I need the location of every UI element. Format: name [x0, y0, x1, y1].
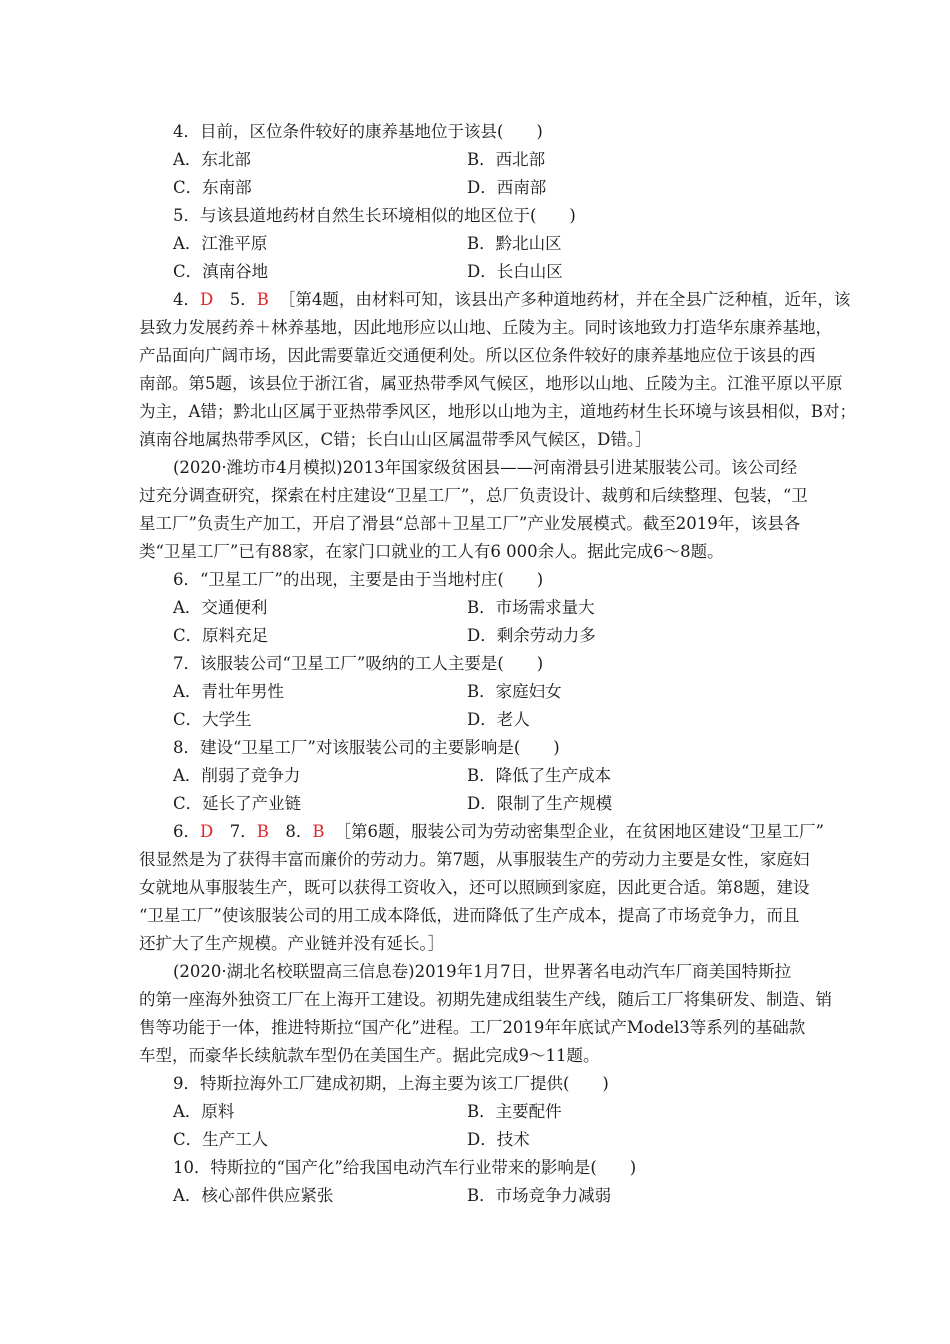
- material-3-line-4: 车型，而豪华长续航款车型仍在美国生产。据此完成9～11题。: [139, 1046, 600, 1065]
- question-7-option-b: B．家庭妇女: [467, 682, 562, 701]
- question-9-option-d: D．技术: [467, 1130, 530, 1149]
- answer-6-number: 6．: [173, 822, 200, 841]
- question-9-option-a: A．原料: [173, 1102, 235, 1121]
- material-3-line-1: (2020·湖北名校联盟高三信息卷)2019年1月7日，世界著名电动汽车厂商美国特斯拉: [173, 962, 792, 981]
- question-6-option-c: C．原料充足: [173, 626, 269, 645]
- answer-4-letter: D: [200, 290, 214, 309]
- question-5-option-a: A．江淮平原: [173, 234, 268, 253]
- material-3-line-2: 的第一座海外独资工厂在上海开工建设。初期先建成组装生产线，随后工厂将集研发、制造、销: [139, 990, 832, 1009]
- answer-5-number: 5．: [213, 290, 257, 309]
- answer-4-5-explanation-start: ［第4题，由材料可知，该县出产多种道地药材，并在全县广泛种植，近年，该: [278, 290, 851, 309]
- question-6-option-a: A．交通便利: [173, 598, 268, 617]
- question-8-option-a: A．削弱了竞争力: [173, 766, 301, 785]
- answer-6-8-line-2: 很显然是为了获得丰富而廉价的劳动力。第7题，从事服装生产的劳动力主要是女性，家庭妇: [139, 850, 810, 869]
- question-6-stem: 6．“卫星工厂”的出现，主要是由于当地村庄( ): [173, 570, 544, 589]
- question-8-option-d: D．限制了生产规模: [467, 794, 613, 813]
- answer-6-8-explanation-start: ［第6题，服装公司为劳动密集型企业，在贫困地区建设“卫星工厂”: [334, 822, 824, 841]
- question-7-option-d: D．老人: [467, 710, 530, 729]
- question-4-stem: 4．目前，区位条件较好的康养基地位于该县( ): [173, 122, 543, 141]
- question-5-option-c: C．滇南谷地: [173, 262, 269, 281]
- material-2-line-2: 过充分调查研究，探索在村庄建设“卫星工厂”，总厂负责设计、裁剪和后续整理、包装，“卫: [139, 486, 808, 505]
- answer-6-8-first-line: [173, 818, 824, 846]
- answer-4-5-line-6: 滇南谷地属热带季风区，C错；长白山山区属温带季风气候区，D错。］: [139, 430, 652, 449]
- question-7-option-a: A．青壮年男性: [173, 682, 284, 701]
- question-5-option-b: B．黔北山区: [467, 234, 562, 253]
- answer-8-letter: B: [312, 822, 325, 841]
- material-2-line-4: 类“卫星工厂”已有88家，在家门口就业的工人有6 000余人。据此完成6～8题。: [139, 542, 724, 561]
- question-5-option-d: D．长白山区: [467, 262, 563, 281]
- answer-6-8-line-5: 还扩大了生产规模。产业链并没有延长。］: [139, 934, 445, 953]
- answer-7-letter: B: [256, 822, 269, 841]
- question-10-option-b: B．市场竞争力减弱: [467, 1186, 612, 1205]
- question-9-stem: 9．特斯拉海外工厂建成初期，上海主要为该工厂提供( ): [173, 1074, 609, 1093]
- question-8-option-b: B．降低了生产成本: [467, 766, 612, 785]
- question-10-stem: 10．特斯拉的“国产化”给我国电动汽车行业带来的影响是( ): [173, 1158, 637, 1177]
- answer-7-number: 7．: [213, 822, 257, 841]
- material-2-line-1: (2020·潍坊市4月模拟)2013年国家级贫困县——河南滑县引进某服装公司。该公司经: [173, 458, 798, 477]
- answer-4-5-line-2: 县致力发展药养＋林养基地，因此地形应以山地、丘陵为主。同时该地致力打造华东康养基地，: [139, 318, 832, 337]
- answer-4-5-first-line: [173, 286, 850, 314]
- answer-6-8-line-4: “卫星工厂”使该服装公司的用工成本降低，进而降低了生产成本，提高了市场竞争力，而且: [139, 906, 800, 925]
- answer-6-letter: D: [200, 822, 214, 841]
- answer-4-5-line-4: 南部。第5题，该县位于浙江省，属亚热带季风气候区，地形以山地、丘陵为主。江淮平原以平原: [139, 374, 843, 393]
- question-4-option-d: D．西南部: [467, 178, 547, 197]
- question-7-stem: 7．该服装公司“卫星工厂”吸纳的工人主要是( ): [173, 654, 544, 673]
- question-7-option-c: C．大学生: [173, 710, 252, 729]
- question-8-stem: 8．建设“卫星工厂”对该服装公司的主要影响是( ): [173, 738, 560, 757]
- question-10-option-a: A．核心部件供应紧张: [173, 1186, 334, 1205]
- question-9-option-c: C．生产工人: [173, 1130, 269, 1149]
- answer-6-8-line-3: 女就地从事服装生产，既可以获得工资收入，还可以照顾到家庭，因此更合适。第8题，建设: [139, 878, 810, 897]
- answer-8-number: 8．: [268, 822, 313, 841]
- question-4-option-a: A．东北部: [173, 150, 251, 169]
- question-4-option-c: C．东南部: [173, 178, 252, 197]
- answer-4-5-line-5: 为主，A错；黔北山区属于亚热带季风区，地形以山地为主，道地药材生长环境与该县相似，B对；: [139, 402, 857, 421]
- answer-4-number: 4．: [173, 290, 200, 309]
- material-2-line-3: 星工厂”负责生产加工，开启了滑县“总部＋卫星工厂”产业发展模式。截至2019年，该县各: [139, 514, 801, 533]
- question-9-option-b: B．主要配件: [467, 1102, 562, 1121]
- question-8-option-c: C．延长了产业链: [173, 794, 302, 813]
- question-5-stem: 5．与该县道地药材自然生长环境相似的地区位于( ): [173, 206, 576, 225]
- question-4-option-b: B．西北部: [467, 150, 546, 169]
- question-6-option-b: B．市场需求量大: [467, 598, 595, 617]
- material-3-line-3: 售等功能于一体，推进特斯拉“国产化”进程。工厂2019年年底试产Model3等系列的基础款: [139, 1018, 806, 1037]
- question-6-option-d: D．剩余劳动力多: [467, 626, 596, 645]
- answer-4-5-line-3: 产品面向广阔市场，因此需要靠近交通便利处。所以区位条件较好的康养基地应位于该县的西: [139, 346, 816, 365]
- answer-5-letter: B: [256, 290, 269, 309]
